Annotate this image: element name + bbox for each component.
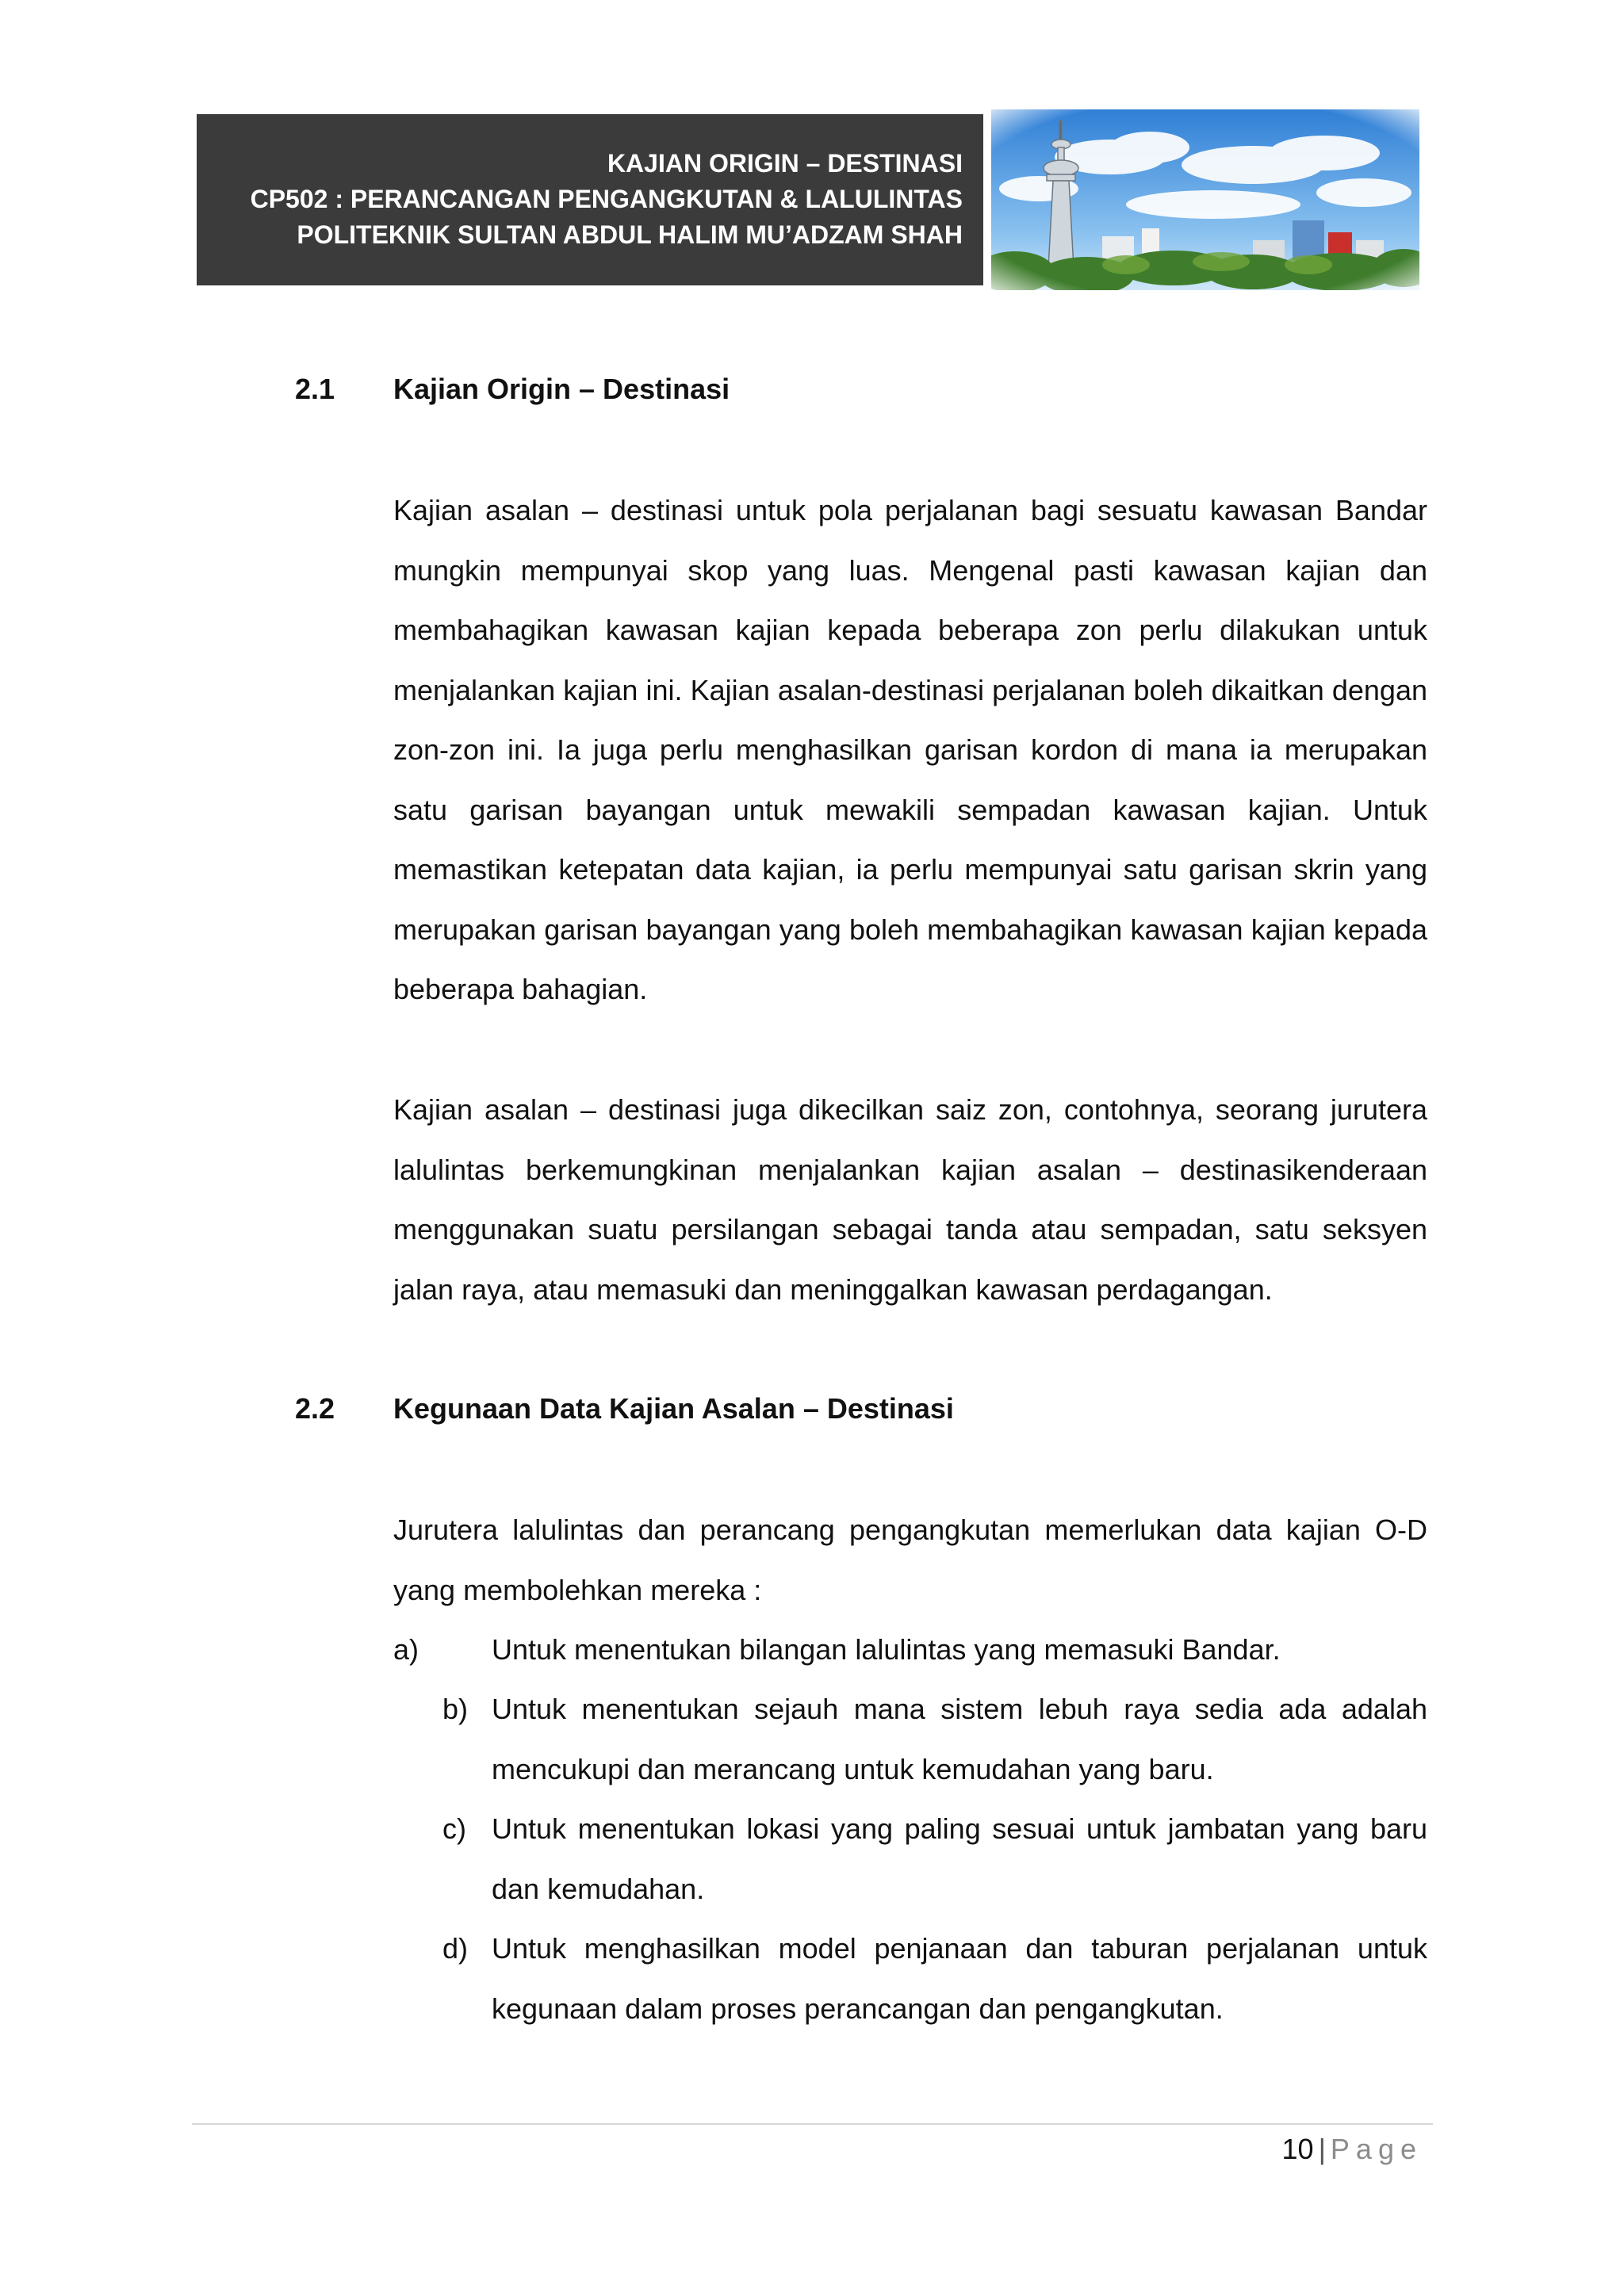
list-item-label: b): [442, 1693, 469, 1725]
body-paragraph: [393, 480, 1427, 1020]
section-number: 2.1: [295, 373, 335, 405]
paragraph-text: Kajian asalan – destinasi juga dikecilkan saiz zon, contohnya, seorang jurutera lalulintas berkemungkinan menjalankan kajian asalan – destinasikenderaan menggunakan suatu persilangan sebagai tanda atau sempadan, satu seksyen jalan raya, atau memasuki dan meninggalkan kawasan perdagangan.: [393, 1093, 1427, 1306]
body-paragraph: [393, 1080, 1427, 1319]
list-item-text: Untuk menghasilkan model penjanaan dan taburan perjalanan untuk kegunaan dalam proses perancangan dan pengangkutan.: [492, 1932, 1427, 2025]
list-intro: [393, 1500, 1427, 1620]
list-item-label: c): [442, 1812, 466, 1845]
section-heading: Kegunaan Data Kajian Asalan – Destinasi: [393, 1392, 954, 1425]
header-banner: [197, 114, 983, 285]
header-institution: POLITEKNIK SULTAN ABDUL HALIM MU’ADZAM SHAH: [297, 220, 963, 249]
header-title: KAJIAN ORIGIN – DESTINASI: [607, 149, 963, 178]
paragraph-text: Kajian asalan – destinasi untuk pola perjalanan bagi sesuatu kawasan Bandar mungkin mempunyai skop yang luas. Mengenal pasti kawasan kajian dan membahagikan kawasan kajian kepada beberapa zon perlu dilakukan untuk menjalankan kajian ini. Kajian asalan-destinasi perjalanan boleh dikaitkan dengan zon-zon ini. Ia juga perlu menghasilkan garisan kordon di mana ia merupakan satu garisan bayangan untuk mewakili sempadan kawasan kajian. Untuk memastikan ketepatan data kajian, ia perlu mempunyai satu garisan skrin yang merupakan garisan bayangan yang boleh membahagikan kawasan kajian kepada beberapa bahagian.: [393, 494, 1427, 1005]
footer-separator: |: [1318, 2133, 1326, 2165]
list-item-label: a): [393, 1633, 419, 1666]
page-number: 10: [1281, 2133, 1314, 2165]
list-item-text: Untuk menentukan bilangan lalulintas yang memasuki Bandar.: [492, 1633, 1281, 1666]
header-course: CP502 : PERANCANGAN PENGANGKUTAN & LALULINTAS: [250, 185, 963, 213]
page-label: Page: [1330, 2133, 1423, 2165]
paragraph-text: Jurutera lalulintas dan perancang pengangkutan memerlukan data kajian O-D yang membolehkan mereka :: [393, 1513, 1427, 1606]
list-item-text: Untuk menentukan lokasi yang paling sesuai untuk jambatan yang baru dan kemudahan.: [492, 1812, 1427, 1905]
city-skyline-photo: [991, 109, 1419, 290]
section-number: 2.2: [295, 1392, 335, 1425]
page-footer: [1282, 2130, 1423, 2169]
list-item-text: Untuk menentukan sejauh mana sistem lebuh raya sedia ada adalah mencukupi dan merancang untuk kemudahan yang baru.: [492, 1693, 1427, 1785]
footer-divider: [192, 2123, 1433, 2125]
section-heading: Kajian Origin – Destinasi: [393, 373, 730, 405]
list-item-label: d): [442, 1932, 469, 1965]
